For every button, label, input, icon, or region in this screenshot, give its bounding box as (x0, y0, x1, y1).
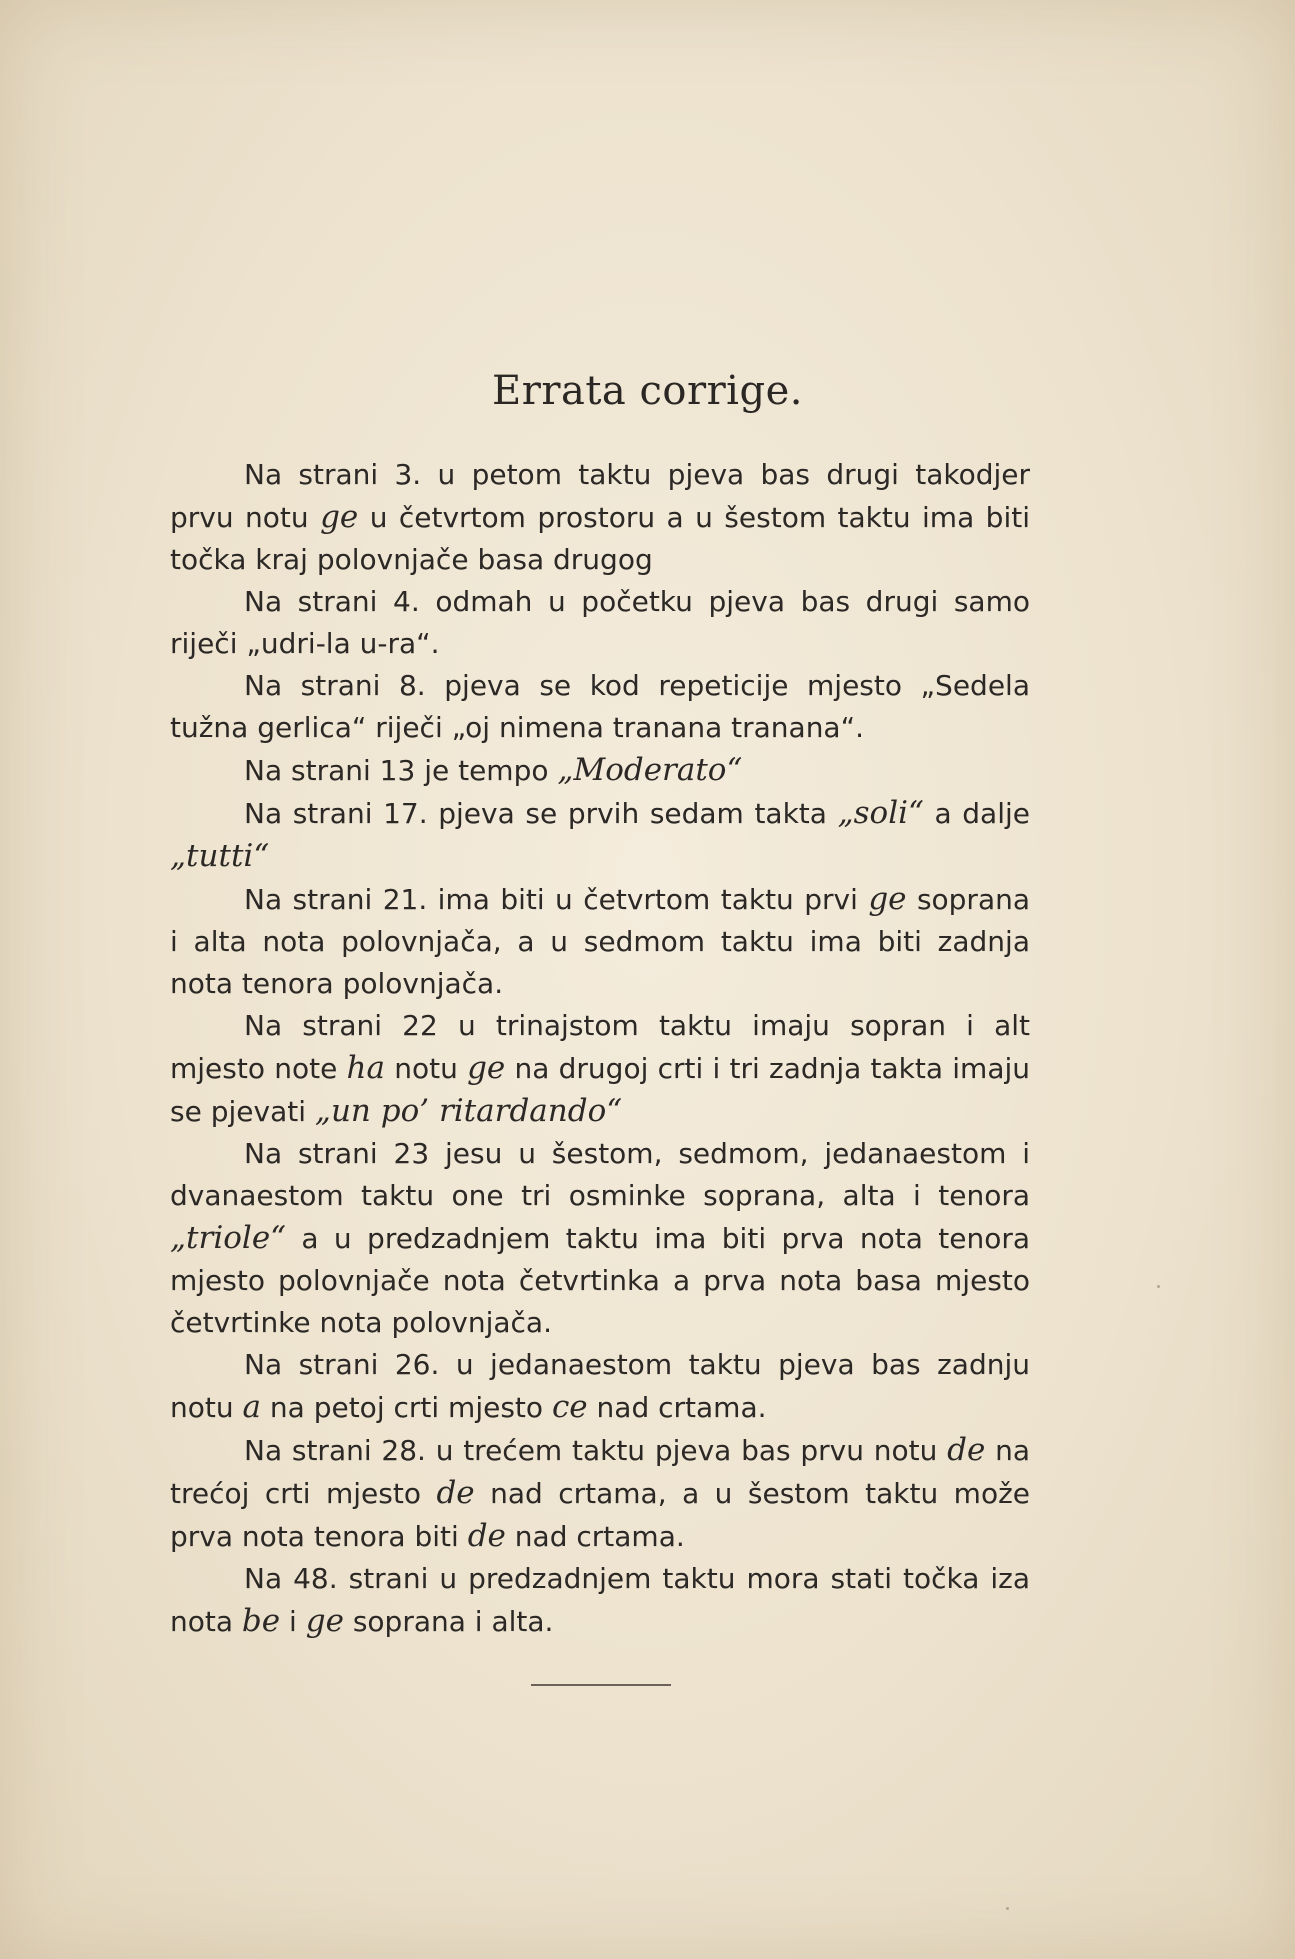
page-title: Errata corrige. (492, 368, 803, 414)
note-name: „un po’ ritardando“ (314, 1093, 623, 1129)
text-run: Na strani 3. u petom taktu pjeva bas drugi takodjer prvu notu (170, 458, 1030, 534)
paper-speck (1157, 1285, 1160, 1288)
note-name: de (467, 1518, 506, 1554)
text-run: nad crtama. (505, 1520, 685, 1553)
note-name: ge (868, 881, 907, 917)
note-name: de (436, 1475, 475, 1511)
errata-paragraph (170, 792, 1030, 878)
errata-paragraph (170, 665, 1030, 749)
errata-paragraph (170, 454, 1030, 581)
text-run: notu (384, 1052, 468, 1085)
note-name: ha (346, 1050, 385, 1086)
text-run: nad crtama, a u šestom taktu može prva nota tenora biti (170, 1477, 1031, 1553)
errata-paragraph (170, 749, 1030, 792)
text-run: na petoj crti mjesto (261, 1391, 552, 1424)
text-run: Na strani 8. pjeva se kod repeticije mjesto „Sedela tužna gerlica“ riječi „oj nimena tranana tranana“. (170, 669, 1030, 744)
errata-paragraph (170, 581, 1030, 665)
errata-paragraph (170, 1429, 1030, 1558)
errata-paragraph (170, 1005, 1030, 1133)
errata-body (170, 454, 1030, 1643)
note-name: „Moderato“ (557, 752, 743, 788)
text-run: na drugoj crti i tri zadnja takta imaju se pjevati (170, 1052, 1030, 1128)
closing-rule (531, 1684, 671, 1686)
text-run: Na 48. strani u predzadnjem taktu mora stati točka iza nota (170, 1562, 1030, 1638)
note-name: „soli“ (837, 795, 924, 831)
text-run: Na strani 21. ima biti u četvrtom taktu prvi (244, 883, 869, 916)
text-run: Na strani 4. odmah u početku pjeva bas drugi samo riječi „udri-la u-ra“. (170, 585, 1030, 660)
note-name: be (241, 1603, 281, 1639)
note-name: ce (551, 1389, 588, 1425)
text-run: a dalje (923, 797, 1030, 830)
text-run: a u predzadnjem taktu ima biti prva nota tenora mjesto polovnjače nota četvrtinka a prva nota basa mjesto četvrtinke nota polovnjača. (170, 1222, 1030, 1339)
text-run: soprana i alta nota polovnjača, a u sedmom taktu ima biti zadnja nota tenora polovnjača. (170, 883, 1031, 1000)
note-name: „tutti“ (170, 838, 270, 874)
note-name: „triole“ (170, 1220, 287, 1256)
note-name: de (947, 1432, 986, 1468)
text-run: Na strani 22 u trinajstom taktu imaju sopran i alt mjesto note (170, 1009, 1030, 1085)
text-run: Na strani 26. u jedanaestom taktu pjeva bas zadnju notu (170, 1348, 1030, 1424)
text-run: nad crtama. (587, 1391, 767, 1424)
text-run: soprana i alta. (343, 1605, 554, 1638)
errata-paragraph (170, 1133, 1030, 1344)
note-name: ge (305, 1603, 344, 1639)
text-run: Na strani 23 jesu u šestom, sedmom, jedanaestom i dvanaestom taktu one tri osminke soprana, alta i tenora (170, 1137, 1030, 1212)
errata-paragraph (170, 1558, 1030, 1643)
errata-paragraph (170, 1344, 1030, 1429)
text-run: Na strani 28. u trećem taktu pjeva bas prvu notu (244, 1434, 948, 1467)
text-run: Na strani 13 je tempo (244, 754, 558, 787)
paper-speck (1006, 1907, 1009, 1910)
note-name: ge (320, 499, 359, 535)
note-name: ge (467, 1050, 506, 1086)
text-run: na trećoj crti mjesto (170, 1434, 1030, 1510)
note-name: a (242, 1389, 261, 1425)
text-run: u četvrtom prostoru a u šestom taktu ima biti točka kraj polovnjače basa drugog (170, 501, 1030, 576)
errata-paragraph (170, 878, 1030, 1005)
text-run: i (280, 1605, 306, 1638)
text-run: Na strani 17. pjeva se prvih sedam takta (244, 797, 838, 830)
